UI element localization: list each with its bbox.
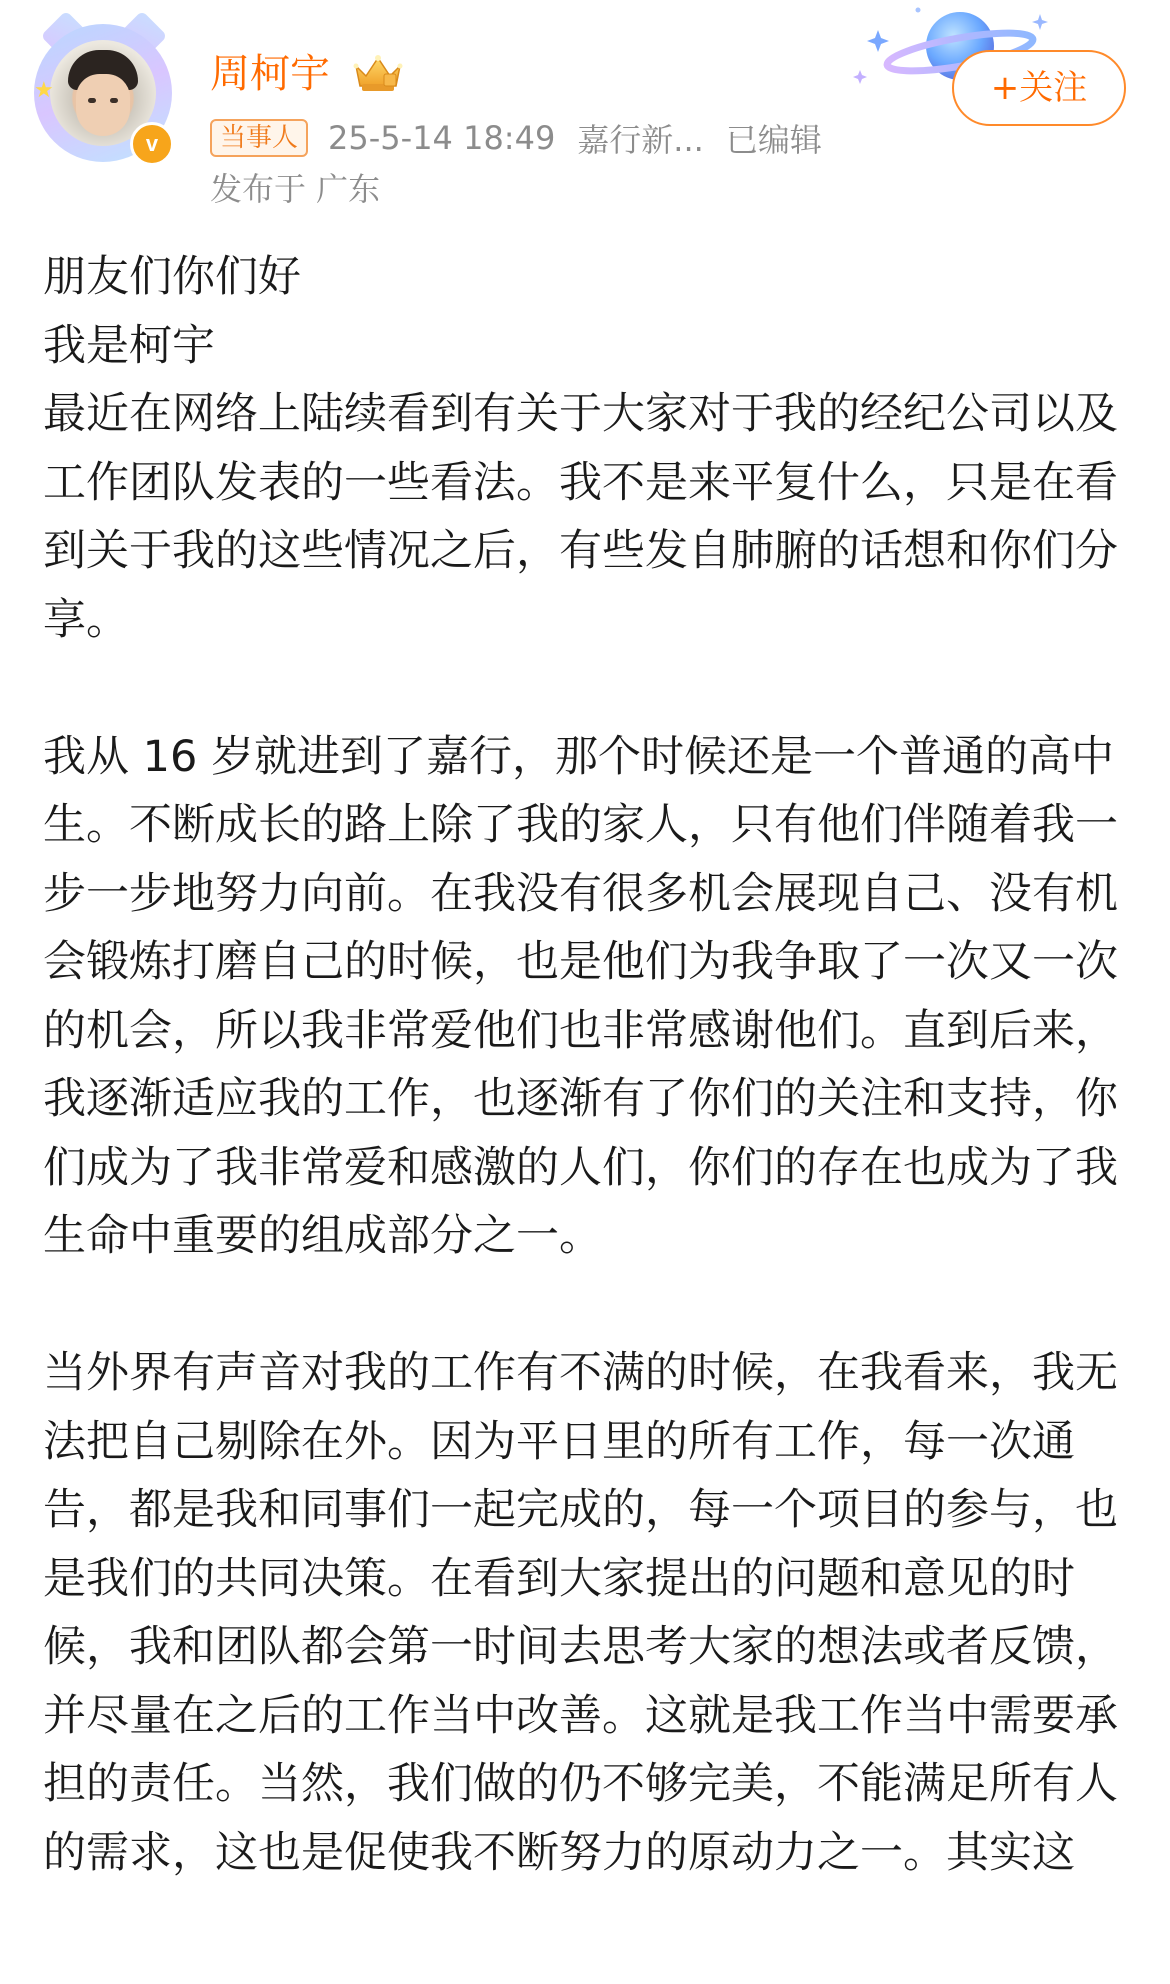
tag-badge[interactable]: 当事人: [210, 119, 308, 157]
verified-icon: v: [130, 122, 174, 166]
follow-button[interactable]: +关注: [952, 50, 1126, 126]
edited-label[interactable]: 已编辑: [725, 121, 822, 159]
post-time: 25-5-14 18:49: [328, 119, 556, 157]
star-icon: ★: [34, 78, 54, 103]
avatar[interactable]: [34, 18, 174, 163]
post-paragraph: 我从 16 岁就进到了嘉行，那个时候还是一个普通的高中生。不断成长的路上除了我的家人，只有他们伴随着我一步一步地努力向前。在我没有很多机会展现自己、没有机会锻炼打磨自己的时候，也是他们为我争取了一次又一次的机会，所以我非常爱他们也非常感谢他们。直到后来，我逐渐适应我的工作，也逐渐有了你们的关注和支持，你们成为了我非常爱和感激的人们，你们的存在也成为了我生命中重要的组成部分之一。: [43, 731, 1118, 1261]
post-source[interactable]: 嘉行新...: [577, 121, 704, 159]
post-paragraph: 朋友们你们好 我是柯宇 最近在网络上陆续看到有关于大家对于我的经纪公司以及工作团队发表的一些看法。我不是来平复什么，只是在看到关于我的这些情况之后，有些发自肺腑的话想和你们分享。: [43, 252, 1118, 645]
post-paragraph: 当外界有声音对我的工作有不满的时候，在我看来，我无法把自己剔除在外。因为平日里的所有工作，每一次通告，都是我和同事们一起完成的，每一个项目的参与，也是我们的共同决策。在看到大家提出的问题和意见的时候，我和团队都会第一时间去思考大家的想法或者反馈，并尽量在之后的工作当中改善。这就是我工作当中需要承担的责任。当然，我们做的仍不够完美，不能满足所有人的需求，这也是促使我不断努力的原动力之一。其实这: [43, 1348, 1118, 1878]
post-meta: [210, 116, 822, 160]
post-header: [0, 0, 1170, 230]
post-location: 发布于 广东: [210, 170, 381, 208]
crown-icon: [352, 54, 404, 94]
author-name[interactable]: 周柯宇: [210, 51, 330, 97]
post-body: [43, 243, 1133, 1887]
